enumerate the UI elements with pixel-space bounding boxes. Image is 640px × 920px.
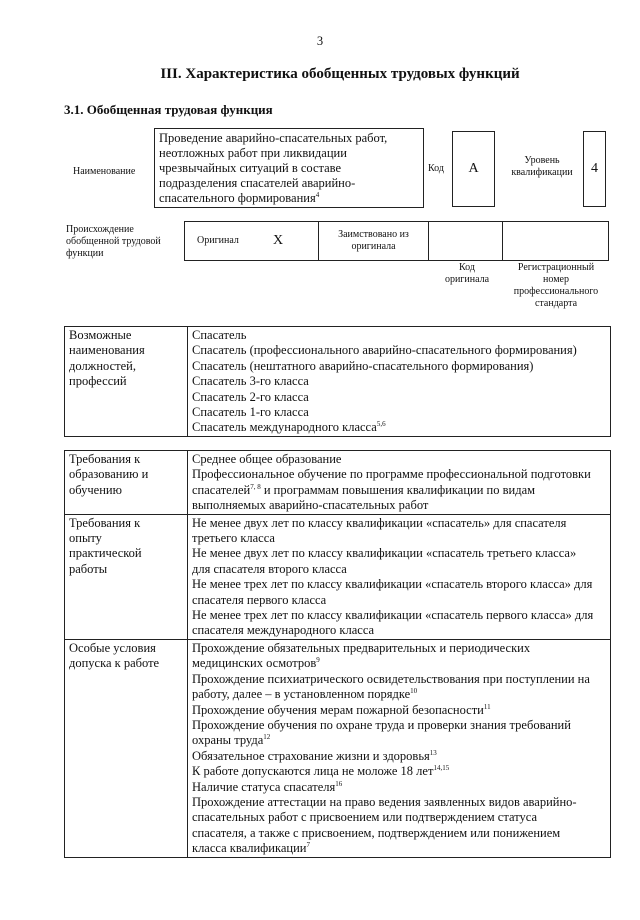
list-item: спасательных работ с присвоением или подтверждением статуса bbox=[192, 810, 537, 825]
original-mark: X bbox=[273, 233, 284, 248]
special-conditions-label-cell bbox=[65, 639, 188, 857]
label-line: Особые условия bbox=[69, 640, 156, 655]
label-line: Возможные bbox=[69, 328, 132, 342]
list-item: Не менее двух лет по классу квалификации «спасатель третьего класса» bbox=[192, 546, 577, 561]
list-item: Среднее общее образование bbox=[192, 452, 342, 466]
list-item: Прохождение аттестации на право ведения заявленных видов аварийно- bbox=[192, 794, 577, 809]
origin-label-line: функции bbox=[66, 248, 104, 259]
label-line: допуска к работе bbox=[69, 656, 160, 671]
list-item: Наличие статуса спасателя$^{16}$ bbox=[192, 779, 343, 794]
caption-line: стандарта bbox=[534, 298, 578, 309]
list-item: Обязательное страхование жизни и здоровья$^{13}$ bbox=[192, 748, 437, 763]
list-item: Спасатель bbox=[192, 328, 247, 342]
requirements-table bbox=[64, 450, 611, 858]
caption-line: профессионального bbox=[513, 286, 599, 297]
origin-table bbox=[184, 221, 609, 261]
list-item: выполняемых аварийно-спасательных работ bbox=[192, 498, 429, 513]
label-line: обучению bbox=[69, 482, 122, 497]
list-item: охраны труда$^{12}$ bbox=[192, 733, 271, 748]
borrowed-label-line: оригинала bbox=[351, 241, 396, 252]
label-line: должностей, bbox=[69, 358, 136, 373]
list-item: спасателя первого класса bbox=[192, 592, 327, 607]
function-name-line: Проведение аварийно-спасательных работ, bbox=[159, 131, 388, 145]
list-item: медицинских осмотров$^9$ bbox=[192, 656, 320, 671]
positions-list-cell bbox=[188, 327, 611, 437]
uroven-label-line: квалификации bbox=[511, 167, 573, 178]
experience-content-cell bbox=[188, 514, 611, 639]
list-item: Не менее двух лет по классу квалификации «спасатель» для спасателя bbox=[192, 515, 567, 530]
list-item: Прохождение психиатрического освидетельствования при поступлении на bbox=[192, 671, 590, 686]
list-item: К работе допускаются лица не моложе 18 лет$^{14,15}$ bbox=[192, 763, 450, 779]
list-item: Спасатель 1-го класса bbox=[192, 405, 309, 420]
list-item: Спасатель международного класса$^{5,6}$ bbox=[192, 420, 386, 435]
reg-number-caption bbox=[502, 262, 610, 310]
list-item: Спасатель 2-го класса bbox=[192, 389, 309, 404]
list-item: спасателя международного класса bbox=[192, 623, 375, 638]
table-row bbox=[65, 327, 611, 437]
caption-line: номер bbox=[543, 274, 569, 285]
positions-label-cell bbox=[65, 327, 188, 437]
footnote-ref: 4 bbox=[315, 190, 320, 199]
uroven-label bbox=[502, 155, 582, 179]
caption-line: Код bbox=[459, 262, 475, 273]
list-item: спасателя, а также с присвоением, подтверждением или понижением bbox=[192, 825, 561, 840]
table-row bbox=[65, 451, 611, 515]
function-name-line: подразделения спасателей аварийно- bbox=[159, 176, 356, 190]
function-name-line: неотложных работ при ликвидации bbox=[159, 146, 347, 160]
list-item: Спасатель (нештатного аварийно-спасательного формирования) bbox=[192, 358, 534, 373]
label-line: Требования к bbox=[69, 515, 141, 530]
list-item: третьего класса bbox=[192, 531, 275, 546]
list-item: для спасателя второго класса bbox=[192, 561, 347, 576]
caption-line: Регистрационный bbox=[517, 262, 595, 273]
function-name-box bbox=[154, 128, 424, 208]
label-line: профессий bbox=[69, 374, 127, 389]
uroven-value: 4 bbox=[583, 131, 606, 207]
list-item: класса квалификации$^7$ bbox=[192, 841, 310, 856]
special-conditions-content-cell bbox=[188, 639, 611, 857]
education-label-cell bbox=[65, 451, 188, 515]
list-item: работу, далее – в установленном порядке$^{10}$ bbox=[192, 686, 418, 702]
label-line: образованию и bbox=[69, 467, 149, 482]
list-item: Спасатель 3-го класса bbox=[192, 374, 309, 389]
function-name-line: чрезвычайных ситуаций в составе bbox=[159, 161, 342, 175]
label-line: работы bbox=[69, 561, 108, 576]
kod-label: Код bbox=[428, 163, 444, 174]
kod-originala-caption bbox=[430, 262, 504, 286]
origin-label-line: обобщенной трудовой bbox=[66, 236, 161, 247]
original-label: Оригинал bbox=[197, 235, 239, 246]
list-item: Спасатель (профессионального аварийно-спасательного формирования) bbox=[192, 343, 577, 358]
uroven-label-line: Уровень bbox=[524, 155, 560, 166]
naimenovanie-label: Наименование bbox=[73, 166, 136, 177]
borrowed-label bbox=[319, 229, 428, 253]
origin-label-line: Происхождение bbox=[66, 224, 134, 235]
list-item: Профессиональное обучение по программе профессиональной подготовки bbox=[192, 467, 591, 482]
positions-table bbox=[64, 326, 611, 437]
function-name-line: спасательного формирования bbox=[159, 191, 316, 205]
table-row bbox=[65, 639, 611, 857]
list-item: Не менее трех лет по классу квалификации «спасатель второго класса» для bbox=[192, 577, 593, 592]
label-line: Требования к bbox=[69, 452, 141, 466]
caption-line: оригинала bbox=[444, 274, 490, 285]
kod-value: А bbox=[452, 131, 495, 207]
list-item: Прохождение обязательных предварительных и периодических bbox=[192, 640, 531, 655]
label-line: практической bbox=[69, 546, 142, 561]
experience-label-cell bbox=[65, 514, 188, 639]
section-title: III. Характеристика обобщенных трудовых функций bbox=[160, 66, 520, 82]
table-row bbox=[65, 514, 611, 639]
list-item: Прохождение обучения по охране труда и проверки знания требований bbox=[192, 717, 571, 732]
list-item: Не менее трех лет по классу квалификации «спасатель первого класса» для bbox=[192, 608, 594, 623]
subsection-title: 3.1. Обобщенная трудовая функция bbox=[64, 102, 273, 117]
borrowed-label-line: Заимствовано из bbox=[338, 229, 409, 240]
label-line: опыту bbox=[69, 531, 102, 546]
origin-label bbox=[66, 224, 161, 260]
list-item: спасателей$^{7, 8}$ и программам повышения квалификации по видам bbox=[192, 482, 536, 497]
label-line: наименования bbox=[69, 343, 145, 358]
list-item: Прохождение обучения мерам пожарной безопасности$^{11}$ bbox=[192, 702, 491, 717]
education-content-cell bbox=[188, 451, 611, 515]
page-number: 3 bbox=[316, 34, 324, 48]
